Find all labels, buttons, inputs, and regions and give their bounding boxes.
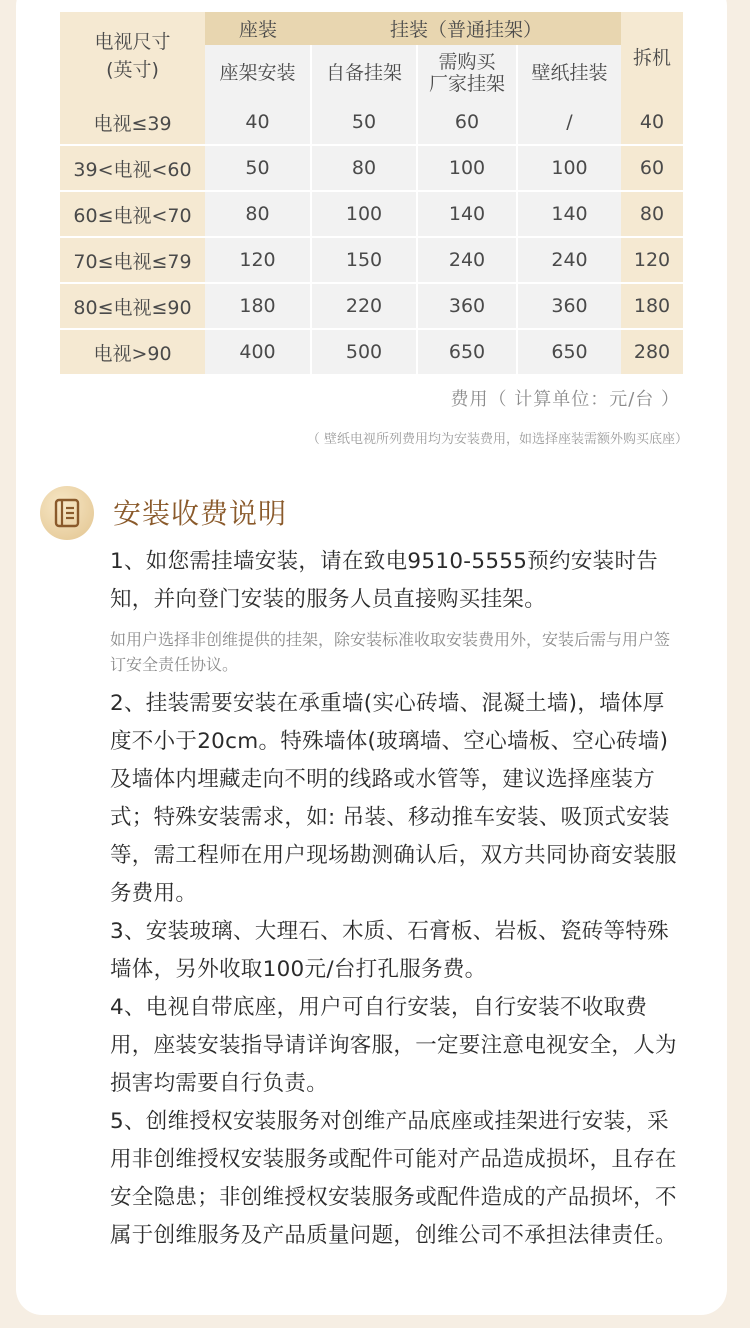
remove-cell: 40 (621, 100, 683, 145)
buy-cell: 100 (417, 145, 517, 191)
table-row (60, 100, 683, 145)
size-cell: 电视≤39 (60, 100, 205, 145)
sub-header-own: 自备挂架 (311, 45, 417, 100)
instruction-1: 1、如您需挂墙安装，请在致电9510-5555预约安装时告知，并向登门安装的服务人员直接购买挂架。 (110, 549, 659, 612)
instruction-5: 5、创维授权安装服务对创维产品底座或挂架进行安装，采用非创维授权安装服务或配件可能对产品造成损坏，且存在安全隐患；非创维授权安装服务或配件造成的产品损坏，不属于创维服务及产品质量问题，创维公司不承担法律责任。 (110, 1109, 677, 1248)
wallpaper-cell: 240 (517, 237, 621, 283)
buy-cell: 360 (417, 283, 517, 329)
wallpaper-cell: 360 (517, 283, 621, 329)
own-cell: 100 (311, 191, 417, 237)
table-row (60, 329, 683, 375)
price-table (60, 12, 683, 376)
table-footnote: （ 壁纸电视所列费用均为安装费用，如选择座装需额外购买底座） (306, 432, 688, 447)
size-cell: 70≤电视≤79 (60, 237, 205, 283)
remove-cell: 280 (621, 329, 683, 375)
size-cell: 39<电视<60 (60, 145, 205, 191)
wallpaper-cell: / (517, 100, 621, 145)
size-header: 电视尺寸 (英寸) (60, 12, 205, 100)
remove-cell: 80 (621, 191, 683, 237)
instruction-3: 3、安装玻璃、大理石、木质、石膏板、岩板、瓷砖等特殊墙体，另外收取100元/台打孔服务费。 (110, 919, 669, 982)
own-cell: 80 (311, 145, 417, 191)
buy-cell: 650 (417, 329, 517, 375)
buy-cell: 240 (417, 237, 517, 283)
instruction-2: 2、挂装需要安装在承重墙(实心砖墙、混凝土墙)，墙体厚度不小于20cm。特殊墙体(玻璃墙、空心墙板、空心砖墙)及墙体内埋藏走向不明的线路或水管等，建议选择座装方式；特殊安装需求，如: 吊装、移动推车安装、吸顶式安装等，需工程师在用户现场勘测确认后，双方共同协商安装服务费用。 (110, 691, 677, 906)
size-cell: 电视>90 (60, 329, 205, 375)
seat-cell: 80 (205, 191, 311, 237)
table-row (60, 283, 683, 329)
table-row (60, 191, 683, 237)
seat-cell: 50 (205, 145, 311, 191)
remove-cell: 60 (621, 145, 683, 191)
own-cell: 150 (311, 237, 417, 283)
seat-cell: 40 (205, 100, 311, 145)
own-cell: 500 (311, 329, 417, 375)
remove-cell: 180 (621, 283, 683, 329)
seat-group-header: 座装 (205, 12, 311, 45)
own-cell: 220 (311, 283, 417, 329)
seat-cell: 180 (205, 283, 311, 329)
wall-group-header: 挂装（普通挂架） (311, 12, 621, 45)
wallpaper-cell: 140 (517, 191, 621, 237)
table-row (60, 237, 683, 283)
instruction-1-note: 如用户选择非创维提供的挂架，除安装标准收取安装费用外，安装后需与用户签订安全责任协议。 (110, 630, 671, 674)
sub-header-seat: 座架安装 (205, 45, 311, 100)
remove-header: 拆机 (621, 12, 683, 100)
instruction-4: 4、电视自带底座，用户可自行安装，自行安装不收取费用，座装安装指导请详询客服，一定要注意电视安全，人为损害均需要自行负责。 (110, 995, 677, 1096)
buy-cell: 140 (417, 191, 517, 237)
section-title: 安装收费说明 (113, 497, 288, 530)
buy-cell: 60 (417, 100, 517, 145)
wallpaper-cell: 100 (517, 145, 621, 191)
document-icon (40, 486, 94, 540)
size-cell: 80≤电视≤90 (60, 283, 205, 329)
own-cell: 50 (311, 100, 417, 145)
remove-cell: 120 (621, 237, 683, 283)
sub-header-wallpaper: 壁纸挂装 (517, 45, 621, 100)
sub-header-buy: 需购买 厂家挂架 (417, 45, 517, 100)
seat-cell: 400 (205, 329, 311, 375)
table-row (60, 145, 683, 191)
wallpaper-cell: 650 (517, 329, 621, 375)
instructions (110, 543, 680, 1255)
seat-cell: 120 (205, 237, 311, 283)
size-cell: 60≤电视<70 (60, 191, 205, 237)
unit-label: 费用（ 计算单位：元/台 ） (450, 389, 680, 410)
